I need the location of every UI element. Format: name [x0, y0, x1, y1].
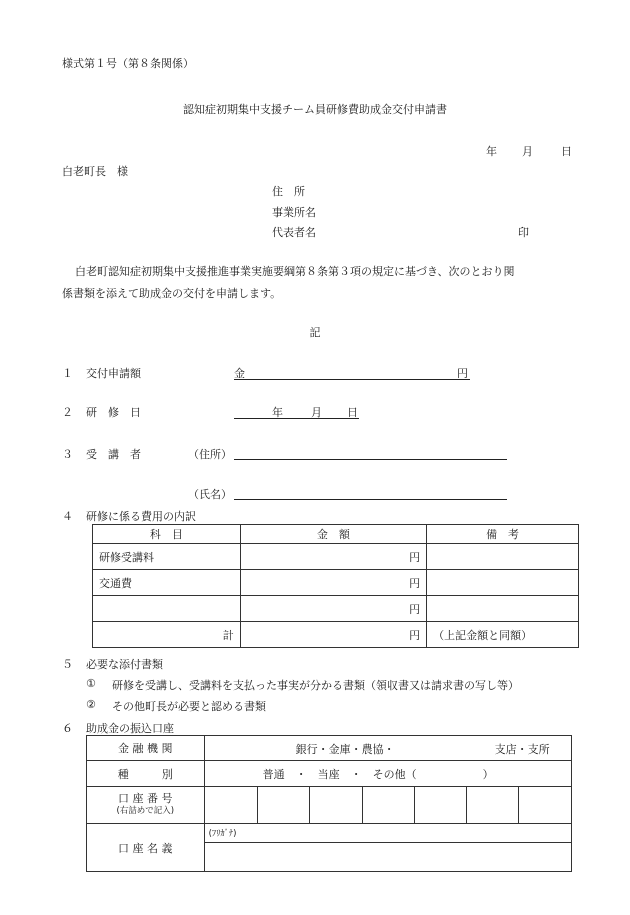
- item2-label: 研 修 日: [86, 406, 141, 419]
- item4-label: 研修に係る費用の内訳: [86, 510, 196, 523]
- item3-name-underline[interactable]: [234, 499, 507, 500]
- item6-label: 助成金の振込口座: [86, 722, 174, 735]
- expense-header-row: [93, 525, 579, 544]
- expense-item-cell: 研修受講料: [93, 544, 241, 570]
- attachment-text: 研修を受講し、受講料を支払った事実が分かる書類（領収書又は請求書の写し等）: [112, 679, 519, 692]
- furigana-cell[interactable]: (ﾌﾘｶﾞﾅ): [204, 824, 571, 843]
- item4-number: ４: [62, 510, 73, 523]
- attachment-text: その他町長が必要と認める書類: [112, 700, 266, 713]
- expense-note-cell[interactable]: [427, 544, 579, 570]
- item1-amount-prefix: 金: [234, 367, 245, 380]
- expense-note-cell[interactable]: [427, 570, 579, 596]
- seal-label: 印: [518, 226, 529, 239]
- date-day-label: 日: [561, 145, 572, 158]
- item3-number: ３: [62, 448, 73, 461]
- furigana-row: [87, 824, 572, 843]
- account-digit-box[interactable]: [257, 787, 310, 824]
- account-digit-box[interactable]: [204, 787, 257, 824]
- applicant-address-label: 住 所: [272, 185, 305, 198]
- item1-amount-suffix: 円: [457, 367, 468, 380]
- item2-number: ２: [62, 406, 73, 419]
- expense-total-note: （上記金額と同額）: [427, 622, 579, 648]
- addressee: 白老町長 様: [62, 165, 128, 178]
- expense-table: [92, 524, 579, 648]
- bank-types: 銀行・金庫・農協・: [295, 743, 395, 756]
- applicant-office-label: 事業所名: [272, 206, 316, 219]
- item2-date-underline[interactable]: [234, 418, 359, 419]
- item2-year-label: 年: [272, 406, 283, 419]
- account-name-cell[interactable]: [204, 843, 571, 872]
- body-text-line2: 係書類を添えて助成金の交付を申請します。: [62, 287, 282, 300]
- table-row: [93, 596, 579, 622]
- expense-item-cell[interactable]: [93, 596, 241, 622]
- attachment-mark: ①: [86, 677, 96, 690]
- bank-institution-label: 金 融 機 関: [87, 736, 205, 761]
- branch-types: 支店・支所: [494, 743, 550, 756]
- account-digit-box[interactable]: [415, 787, 467, 824]
- account-name-label: 口 座 名 義: [87, 824, 205, 872]
- expense-amount-cell[interactable]: 円: [240, 570, 426, 596]
- expense-total-label: 計: [93, 622, 241, 648]
- expense-header-note: 備 考: [427, 525, 579, 544]
- page-title: 認知症初期集中支援チーム員研修費助成金交付申請書: [183, 103, 447, 116]
- account-digit-box[interactable]: [363, 787, 415, 824]
- expense-note-cell[interactable]: [427, 596, 579, 622]
- bank-institution-cell[interactable]: [204, 736, 571, 761]
- table-row: [93, 570, 579, 596]
- account-number-row: [87, 787, 572, 824]
- item1-label: 交付申請額: [86, 367, 141, 380]
- date-year-label: 年: [486, 145, 497, 158]
- account-type-options[interactable]: 普通 ・ 当座 ・ その他（ ）: [204, 761, 571, 787]
- account-digit-box[interactable]: [310, 787, 363, 824]
- item2-month-label: 月: [311, 406, 322, 419]
- item1-number: １: [62, 367, 73, 380]
- account-type-label: 種 別: [87, 761, 205, 787]
- expense-total-amount[interactable]: 円: [240, 622, 426, 648]
- item6-number: ６: [62, 722, 73, 735]
- form-number: 様式第１号（第８条関係）: [62, 57, 194, 70]
- ki-heading: 記: [309, 326, 321, 339]
- expense-item-cell: 交通費: [93, 570, 241, 596]
- account-number-label-cell: [87, 787, 205, 824]
- applicant-representative-label: 代表者名: [272, 226, 316, 239]
- bank-table: [86, 735, 572, 872]
- account-type-row: [87, 761, 572, 787]
- table-row: [93, 544, 579, 570]
- date-month-label: 月: [522, 145, 533, 158]
- account-number-note: (右詰めで記入): [116, 806, 175, 816]
- item5-label: 必要な添付書類: [86, 658, 163, 671]
- expense-amount-cell[interactable]: 円: [240, 544, 426, 570]
- account-digit-box[interactable]: [519, 787, 572, 824]
- expense-total-row: [93, 622, 579, 648]
- attachment-mark: ②: [86, 698, 96, 711]
- expense-header-item: 科 目: [93, 525, 241, 544]
- body-text-line1: 白老町認知症初期集中支援推進事業実施要綱第８条第３項の規定に基づき、次のとおり関: [75, 265, 515, 278]
- item3-address-underline[interactable]: [234, 459, 507, 460]
- item2-day-label: 日: [347, 406, 358, 419]
- item3-address-label: （住所）: [188, 448, 232, 461]
- item3-label: 受 講 者: [86, 448, 141, 461]
- expense-amount-cell[interactable]: 円: [240, 596, 426, 622]
- expense-header-amount: 金 額: [240, 525, 426, 544]
- account-digit-box[interactable]: [467, 787, 519, 824]
- bank-institution-row: [87, 736, 572, 761]
- item5-number: ５: [62, 658, 73, 671]
- item3-name-label: （氏名）: [188, 488, 232, 501]
- account-number-label: 口 座 番 号: [118, 792, 173, 805]
- item1-amount-underline[interactable]: [234, 379, 470, 380]
